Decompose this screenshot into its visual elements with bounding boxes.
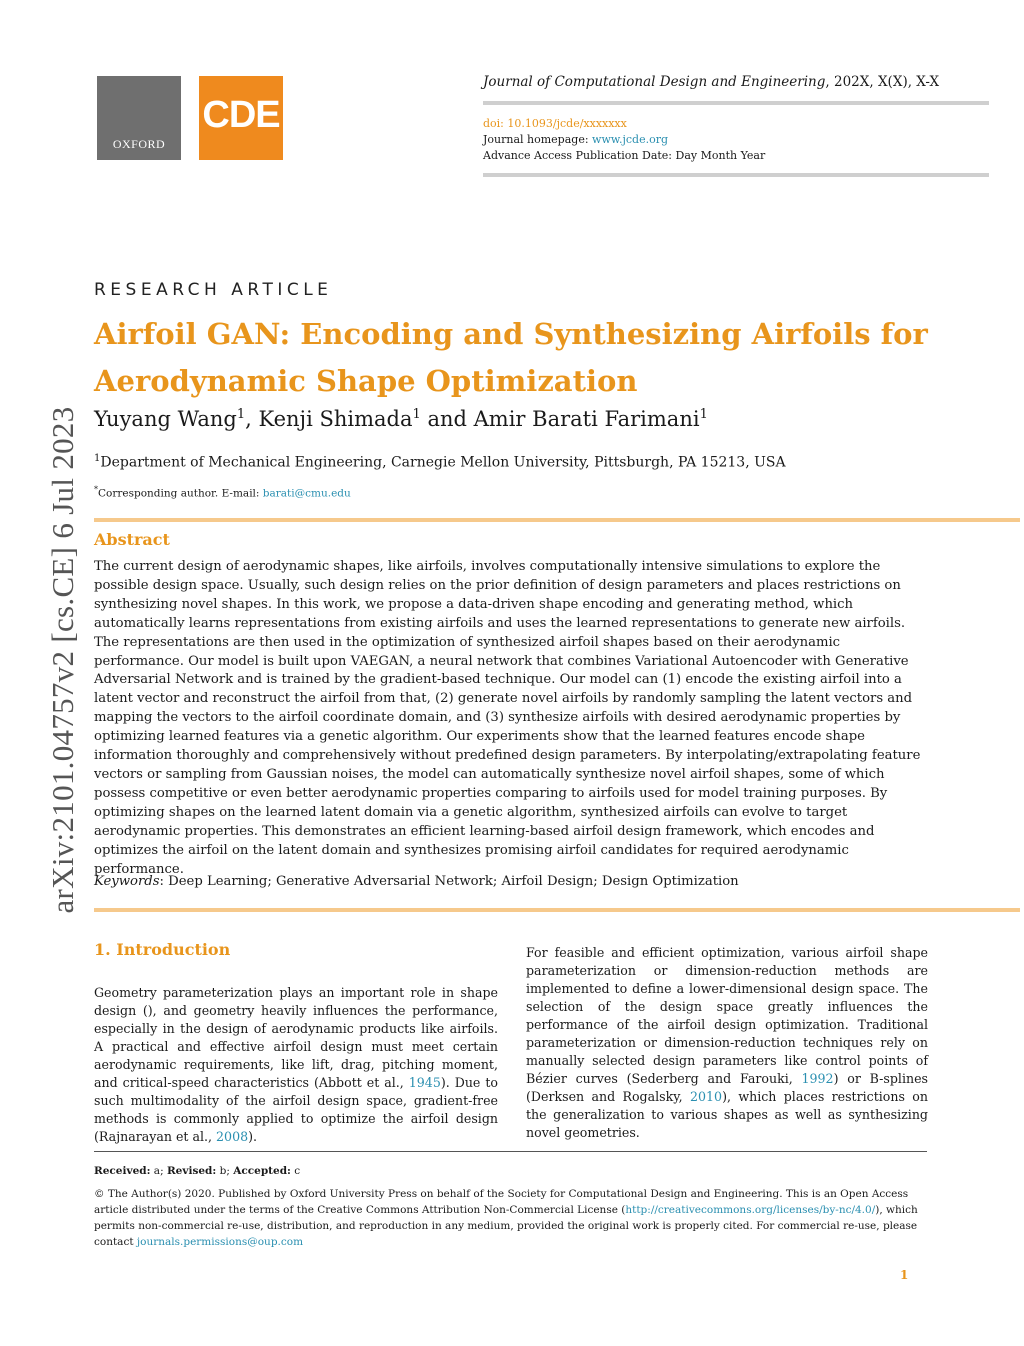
cde-logo-text: CDE (202, 94, 280, 136)
paper-title: Airfoil GAN: Encoding and Synthesizing Airfoils for Aerodynamic Shape Optimization (94, 317, 928, 398)
journal-citation (483, 74, 939, 90)
oxford-logo-text: OXFORD (112, 137, 166, 151)
received-dates: Received: a; Revised: b; Accepted: c (94, 1165, 301, 1177)
header-rule-bottom (483, 173, 989, 177)
header-rule-top (483, 101, 989, 105)
permissions-email-link[interactable]: journals.permissions@oup.com (136, 1236, 304, 1248)
homepage-label: Journal homepage: (483, 133, 593, 146)
page-number: 1 (900, 1268, 909, 1282)
author-name: Yuyang Wang (94, 407, 237, 431)
keywords (94, 874, 739, 889)
advance-access: Advance Access Publication Date: Day Month Year (483, 149, 766, 162)
article-type: RESEARCH ARTICLE (94, 280, 333, 300)
keywords-list: : Deep Learning; Generative Adversarial Network; Airfoil Design; Design Optimization (159, 874, 739, 889)
author-sup: 1 (699, 407, 708, 422)
abstract-text: The current design of aerodynamic shapes, like airfoils, involves computationally intensive simulations to explore the possible design space. Usually, such design relies on the prior definition of design parameters and places restrictions on synthesizing novel shapes. In this work, we propose a data-driven shape encoding and generating method, which automatically learns representations from existing airfoils and uses the learned representations to generate new airfoils. The representations are then used in the optimization of synthesized airfoil shapes based on their aerodynamic performance. Our model is built upon VAEGAN, a neural network that combines Variational Autoencoder with Generative Adversarial Network and is trained by the gradient-based technique. Our model can (1) encode the existing airfoil into a latent vector and reconstruct the airfoil from that, (2) generate novel airfoils by randomly sampling the latent vectors and mapping the vectors to the airfoil coordinate domain, and (3) synthesize airfoils with desired aerodynamic properties by optimizing learned features via a genetic algorithm. Our experiments show that the learned features encode shape information thoroughly and comprehensively without predefined design parameters. By interpolating/extrapolating feature vectors or sampling from Gaussian noises, the model can automatically synthesize novel airfoil shapes, some of which possess competitive or even better aerodynamic properties comparing to airfoils used for model training purposes. By optimizing shapes on the learned latent domain via a genetic algorithm, synthesized airfoils can evolve to target aerodynamic properties. This demonstrates an efficient learning-based airfoil design framework, which encodes and optimizes the airfoil on the latent domain and synthesizes promising airfoil candidates for required aerodynamic performance. (94, 559, 921, 877)
citation-link[interactable]: 2008 (216, 1129, 249, 1144)
doi[interactable]: doi: 10.1093/jcde/xxxxxxx (483, 117, 627, 130)
corresponding-author: *Corresponding author. E-mail: barati@cmu.edu (94, 485, 351, 500)
cde-logo (199, 76, 283, 160)
journal-volume: , 202X, X(X), X-X (825, 74, 940, 90)
author-list: Yuyang Wang$^1$, Kenji Shimada$^1$ and Amir Barati Farimani$^1$ (94, 407, 708, 431)
author-name: Amir Barati Farimani (473, 407, 700, 431)
author-sup: 1 (412, 407, 421, 422)
citation-link[interactable]: 2010 (690, 1089, 723, 1104)
abstract-rule-bottom (94, 908, 1020, 912)
intro-column-right: For feasible and efficient optimization, various airfoil shape parameterization or dimension-reduction methods are implemented to define a lower-dimensional design space. The selection of the design space greatly influences the performance of the airfoil design optimization. Traditional parameterization or dimension-reduction techniques rely on manually selected design parameters like control points of Bézier curves (Sederberg and Farouki, 1992) or B-splines (Derksen and Rogalsky, 2010), which places restrictions on the generalization to various shapes as well as synthesizing novel geometries. (526, 945, 928, 1140)
section-heading-introduction: 1. Introduction (94, 940, 231, 959)
journal-name: Journal of Computational Design and Engineering (483, 74, 826, 90)
author-sup: 1 (236, 407, 246, 422)
oxford-logo (97, 76, 181, 160)
affiliation: $^1$Department of Mechanical Engineering, Carnegie Mellon University, Pittsburgh, PA 15213, USA (94, 453, 786, 471)
author-name: Kenji Shimada (258, 407, 413, 431)
keywords-label: Keywords (94, 874, 160, 889)
abstract-rule-top (94, 518, 1020, 522)
citation-link[interactable]: 1992 (801, 1071, 834, 1086)
citation-link[interactable]: 1945 (408, 1075, 441, 1090)
arxiv-stamp: arXiv:2101.04757v2 [cs.CE] 6 Jul 2023 (45, 406, 80, 914)
journal-homepage (483, 132, 668, 149)
footer-rule (94, 1151, 927, 1152)
license-notice: © The Author(s) 2020. Published by Oxford University Press on behalf of the Society for Computational Design and Engineering. This is an Open Access article distributed under the terms of the Creative Commons Attribution Non-Commercial License (http://creativecommons.org/licenses/by-nc/4.0/), which permits non-commercial re-use, distribution, and reproduction in any medium, provided the original work is properly cited. For commercial re-use, please contact journals.permissions@oup.com (94, 1188, 918, 1248)
corresponding-email-link[interactable]: barati@cmu.edu (262, 487, 351, 500)
license-link[interactable]: http://creativecommons.org/licenses/by-nc/4.0/ (625, 1204, 876, 1216)
intro-column-left: Geometry parameterization plays an important role in shape design (), and geometry heavily influences the performance, especially in the design of aerodynamic products like airfoils. A practical and effective airfoil design must meet certain aerodynamic requirements, like lift, drag, pitching moment, and critical-speed characteristics (Abbott et al., 1945). Due to such multimodality of the airfoil design space, gradient-free methods is commonly applied to optimize the airfoil design (Rajnarayan et al., 2008). (94, 985, 498, 1144)
abstract-heading: Abstract (94, 530, 170, 549)
homepage-link[interactable]: www.jcde.org (592, 133, 669, 146)
